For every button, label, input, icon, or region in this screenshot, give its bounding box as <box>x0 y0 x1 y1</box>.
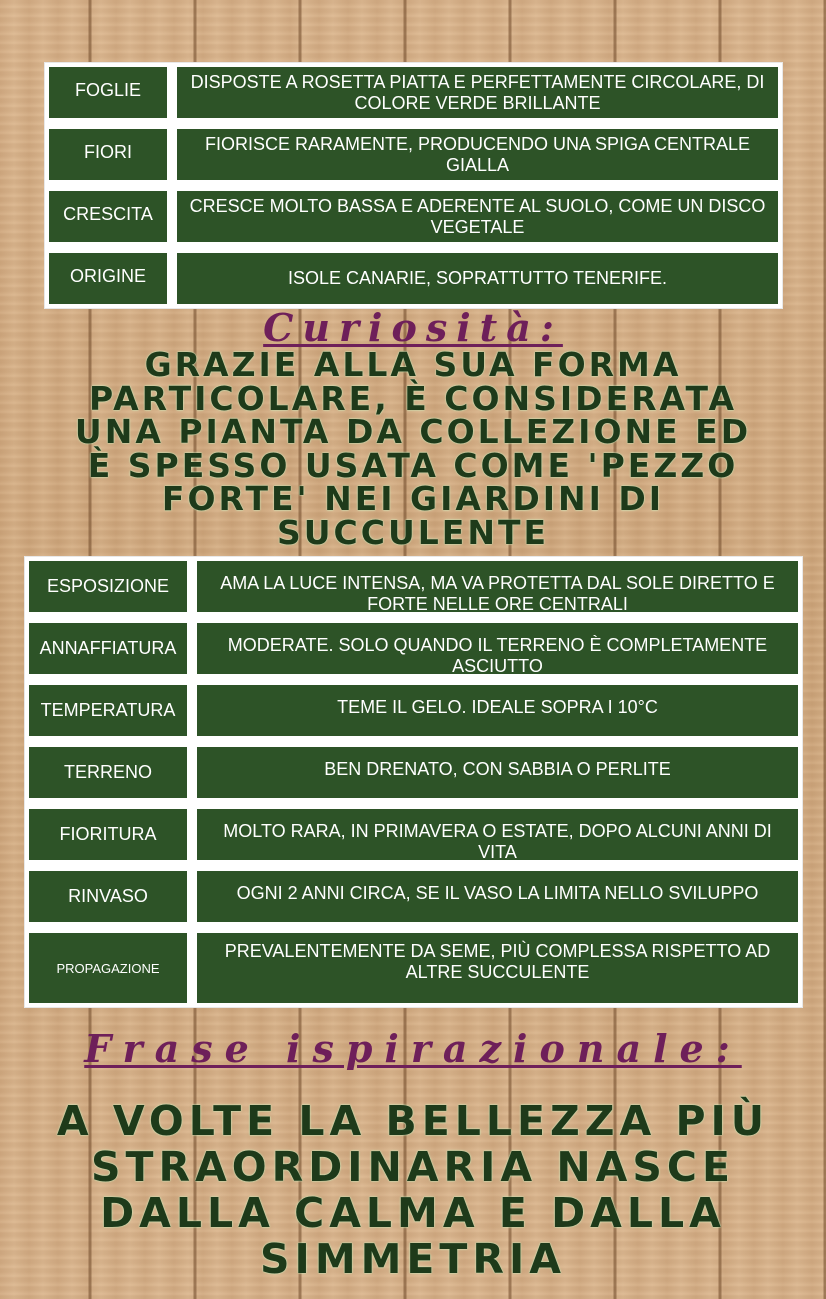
care-value-terreno: BEN DRENATO, CON SABBIA O PERLITE <box>197 747 798 798</box>
plant-features-table <box>44 62 783 309</box>
care-label-temperatura: TEMPERATURA <box>29 685 187 736</box>
quote-text: A VOLTE LA BELLEZZA PIÙ STRAORDINARIA NASCE DALLA CALMA E DALLA SIMMETRIA <box>56 1097 770 1283</box>
curiosity-text: GRAZIE ALLA SUA FORMA PARTICOLARE, È CONSIDERATA UNA PIANTA DA COLLEZIONE ED È SPESSO USATA COME 'PEZZO FORTE' NEI GIARDINI DI SUCCULENTE <box>74 345 752 552</box>
feature-value-crescita: CRESCE MOLTO BASSA E ADERENTE AL SUOLO, COME UN DISCO VEGETALE <box>177 191 778 242</box>
care-value-propagazione: PREVALENTEMENTE DA SEME, PIÙ COMPLESSA RISPETTO AD ALTRE SUCCULENTE <box>197 933 798 1003</box>
care-value-temperatura: TEME IL GELO. IDEALE SOPRA I 10°C <box>197 685 798 736</box>
care-table <box>24 556 803 1008</box>
feature-value-origine: ISOLE CANARIE, SOPRATTUTTO TENERIFE. <box>177 253 778 304</box>
care-value-annaffiatura: MODERATE. SOLO QUANDO IL TERRENO È COMPLETAMENTE ASCIUTTO <box>197 623 798 674</box>
care-value-fioritura: MOLTO RARA, IN PRIMAVERA O ESTATE, DOPO ALCUNI ANNI DI VITA <box>197 809 798 860</box>
care-value-esposizione: AMA LA LUCE INTENSA, MA VA PROTETTA DAL SOLE DIRETTO E FORTE NELLE ORE CENTRALI <box>197 561 798 612</box>
feature-label-crescita: CRESCITA <box>49 191 167 242</box>
care-label-fioritura: FIORITURA <box>29 809 187 860</box>
feature-label-fiori: FIORI <box>49 129 167 180</box>
curiosity-heading: Curiosità: <box>263 305 563 350</box>
care-label-propagazione: PROPAGAZIONE <box>29 933 187 1003</box>
feature-label-foglie: FOGLIE <box>49 67 167 118</box>
care-label-rinvaso: RINVASO <box>29 871 187 922</box>
care-label-terreno: TERRENO <box>29 747 187 798</box>
feature-value-foglie: DISPOSTE A ROSETTA PIATTA E PERFETTAMENTE CIRCOLARE, DI COLORE VERDE BRILLANTE <box>177 67 778 118</box>
feature-value-fiori: FIORISCE RARAMENTE, PRODUCENDO UNA SPIGA CENTRALE GIALLA <box>177 129 778 180</box>
feature-label-origine: ORIGINE <box>49 253 167 304</box>
care-label-annaffiatura: ANNAFFIATURA <box>29 623 187 674</box>
quote-heading: Frase ispirazionale: <box>84 1026 742 1071</box>
care-label-esposizione: ESPOSIZIONE <box>29 561 187 612</box>
care-value-rinvaso: OGNI 2 ANNI CIRCA, SE IL VASO LA LIMITA NELLO SVILUPPO <box>197 871 798 922</box>
